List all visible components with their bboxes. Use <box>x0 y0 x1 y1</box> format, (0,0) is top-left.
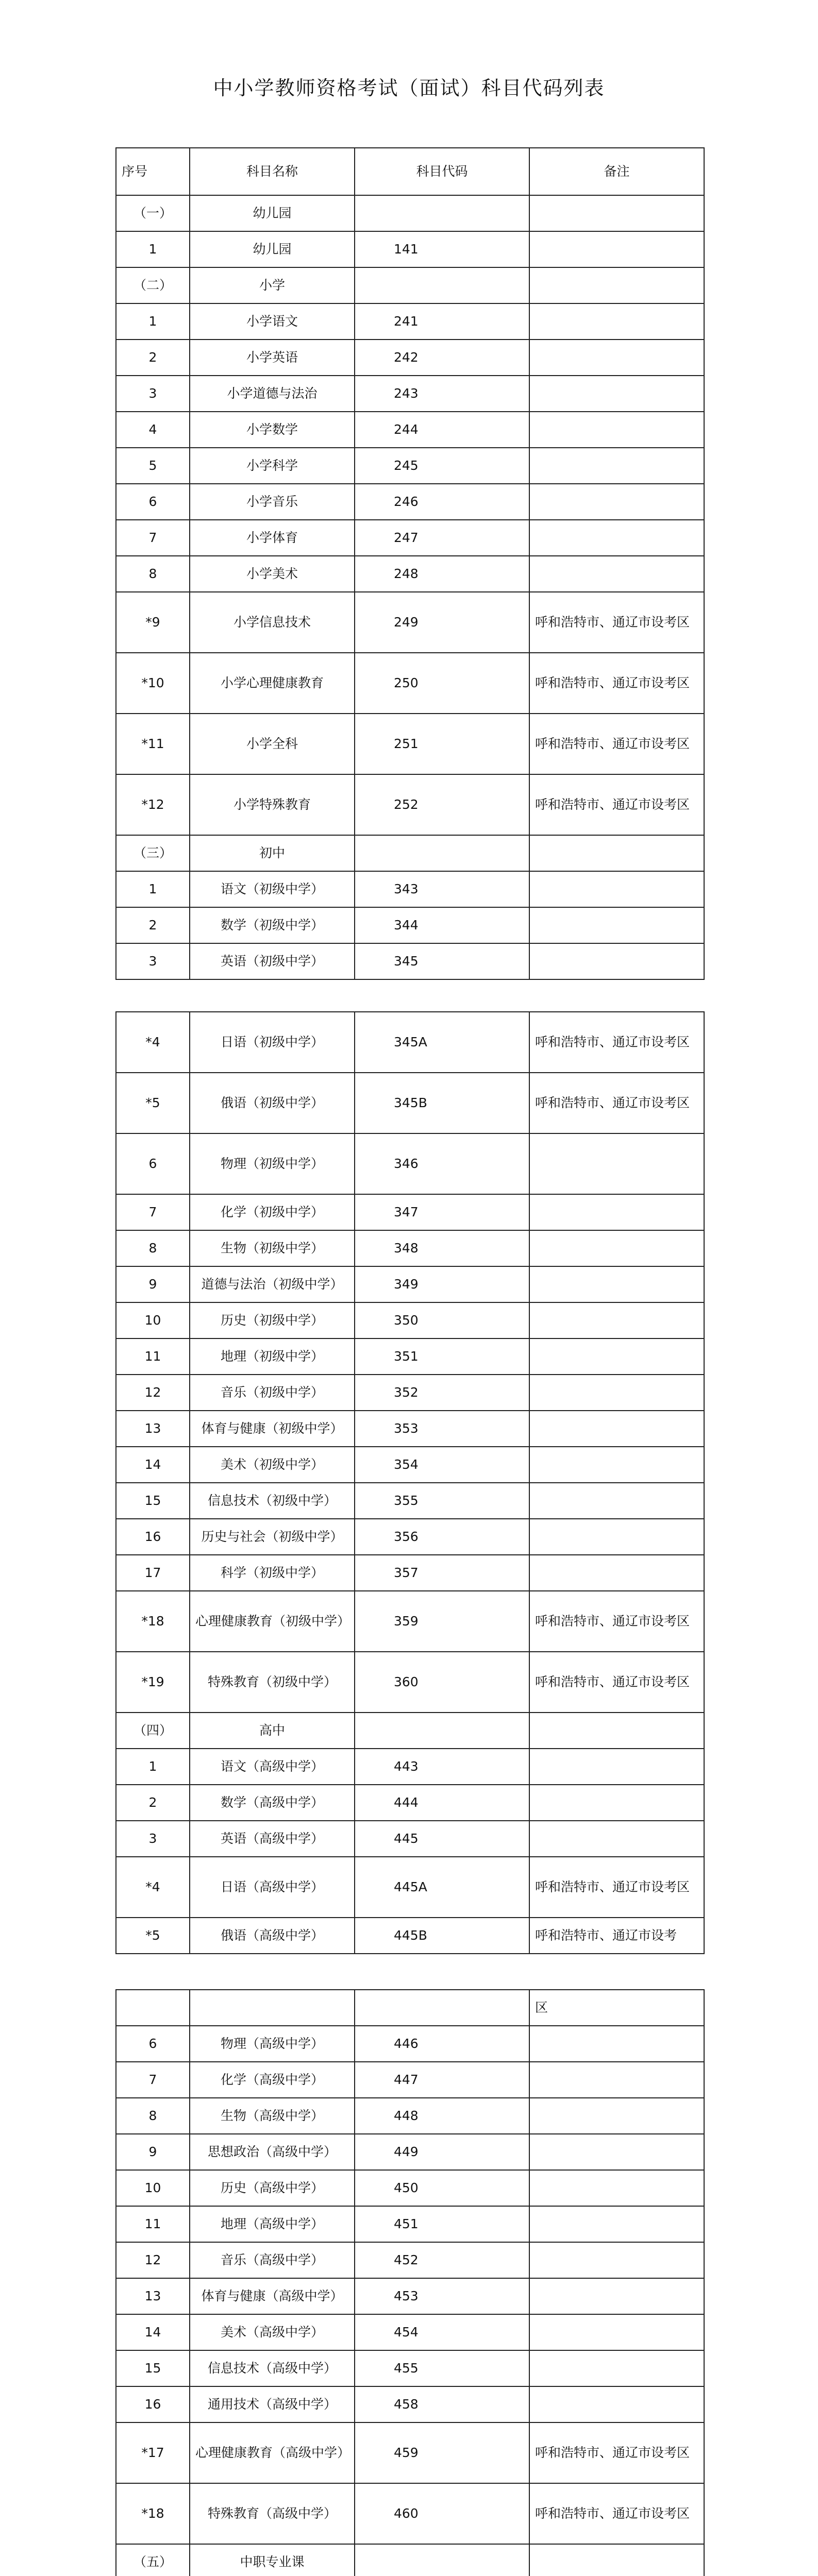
cell-subject: 体育与健康（初级中学） <box>190 1411 355 1447</box>
cell-code: 445A <box>355 1857 529 1918</box>
table-row <box>116 1375 704 1411</box>
cell-note <box>529 2242 704 2278</box>
cell-code: 346 <box>355 1133 529 1194</box>
cell-seq: 13 <box>116 1411 190 1447</box>
cell-note <box>529 267 704 303</box>
cell-code: 447 <box>355 2062 529 2098</box>
cell-code: 453 <box>355 2278 529 2314</box>
cell-seq: 4 <box>116 412 190 448</box>
cell-code: 247 <box>355 520 529 556</box>
cell-seq: 6 <box>116 1133 190 1194</box>
cell-note <box>529 1713 704 1749</box>
subject-table-page-2 <box>115 1011 704 1954</box>
cell-note: 区 <box>529 1990 704 2026</box>
cell-seq: 17 <box>116 1555 190 1591</box>
cell-subject: 俄语（高级中学） <box>190 1918 355 1954</box>
cell-seq: 1 <box>116 231 190 267</box>
cell-seq: *19 <box>116 1652 190 1713</box>
table-row <box>116 1073 704 1133</box>
table-row <box>116 2314 704 2350</box>
cell-subject: 特殊教育（高级中学） <box>190 2483 355 2544</box>
section-row <box>116 195 704 231</box>
cell-code: 241 <box>355 303 529 340</box>
cell-seq: 15 <box>116 1483 190 1519</box>
cell-subject: 体育与健康（高级中学） <box>190 2278 355 2314</box>
cell-seq: 3 <box>116 943 190 979</box>
cell-seq: 5 <box>116 448 190 484</box>
cell-seq: 1 <box>116 871 190 907</box>
table-row <box>116 2386 704 2422</box>
table-row <box>116 1591 704 1652</box>
cell-seq: *12 <box>116 774 190 835</box>
table-row <box>116 412 704 448</box>
cell-note <box>529 195 704 231</box>
cell-seq: （五） <box>116 2544 190 2576</box>
cell-seq: *5 <box>116 1918 190 1954</box>
cell-code: 445 <box>355 1821 529 1857</box>
table-row <box>116 2278 704 2314</box>
table-row <box>116 1857 704 1918</box>
cell-note <box>529 2314 704 2350</box>
cell-code: 344 <box>355 907 529 943</box>
cell-note: 呼和浩特市、通辽市设考区 <box>529 1652 704 1713</box>
cell-subject: 小学信息技术 <box>190 592 355 653</box>
cell-note <box>529 412 704 448</box>
cell-seq: 11 <box>116 2206 190 2242</box>
cell-subject: 小学语文 <box>190 303 355 340</box>
cell-subject: 地理（高级中学） <box>190 2206 355 2242</box>
cell-subject: 小学全科 <box>190 714 355 774</box>
table-row <box>116 1483 704 1519</box>
cell-subject: 数学（初级中学） <box>190 907 355 943</box>
cell-note: 呼和浩特市、通辽市设考区 <box>529 592 704 653</box>
cell-subject: 中职专业课 <box>190 2544 355 2576</box>
cell-subject: 小学科学 <box>190 448 355 484</box>
table-row <box>116 653 704 714</box>
table-row <box>116 907 704 943</box>
cell-seq: 6 <box>116 2026 190 2062</box>
cell-code: 242 <box>355 340 529 376</box>
cell-note <box>529 2062 704 2098</box>
cell-note <box>529 376 704 412</box>
cell-note <box>529 340 704 376</box>
cell-code: 252 <box>355 774 529 835</box>
cell-code: 349 <box>355 1266 529 1302</box>
cell-note: 呼和浩特市、通辽市设考区 <box>529 714 704 774</box>
cell-code: 454 <box>355 2314 529 2350</box>
cell-seq: *11 <box>116 714 190 774</box>
cell-seq: *18 <box>116 2483 190 2544</box>
cell-seq: 13 <box>116 2278 190 2314</box>
cell-code: 348 <box>355 1230 529 1266</box>
cell-subject: 信息技术（高级中学） <box>190 2350 355 2386</box>
cell-subject: 心理健康教育（高级中学） <box>190 2422 355 2483</box>
cell-seq: （四） <box>116 1713 190 1749</box>
cell-subject: 地理（初级中学） <box>190 1338 355 1375</box>
table-row <box>116 376 704 412</box>
cell-subject: 英语（高级中学） <box>190 1821 355 1857</box>
table-row <box>116 871 704 907</box>
cell-note: 呼和浩特市、通辽市设考区 <box>529 1012 704 1073</box>
cell-code: 448 <box>355 2098 529 2134</box>
cell-note: 呼和浩特市、通辽市设考 <box>529 1918 704 1954</box>
cell-note <box>529 835 704 871</box>
table-row <box>116 1338 704 1375</box>
table-row <box>116 520 704 556</box>
cell-subject: 幼儿园 <box>190 195 355 231</box>
cell-subject: 历史与社会（初级中学） <box>190 1519 355 1555</box>
cell-subject: 物理（高级中学） <box>190 2026 355 2062</box>
cell-seq <box>116 1990 190 2026</box>
cell-note <box>529 2170 704 2206</box>
table-row <box>116 592 704 653</box>
cell-seq: 14 <box>116 2314 190 2350</box>
cell-note <box>529 2026 704 2062</box>
cell-code: 449 <box>355 2134 529 2170</box>
cell-seq: 7 <box>116 520 190 556</box>
cell-subject: 小学音乐 <box>190 484 355 520</box>
cell-seq: 16 <box>116 2386 190 2422</box>
cell-seq: 2 <box>116 907 190 943</box>
table-row <box>116 1266 704 1302</box>
table-row <box>116 1012 704 1073</box>
cell-subject: 初中 <box>190 835 355 871</box>
cell-subject <box>190 1990 355 2026</box>
cell-seq: 7 <box>116 2062 190 2098</box>
cell-seq: *5 <box>116 1073 190 1133</box>
cell-seq: 16 <box>116 1519 190 1555</box>
table-row <box>116 556 704 592</box>
table-row <box>116 1302 704 1338</box>
table-row <box>116 2026 704 2062</box>
table-row <box>116 714 704 774</box>
cell-code: 446 <box>355 2026 529 2062</box>
cell-seq: （一） <box>116 195 190 231</box>
cell-seq: 12 <box>116 2242 190 2278</box>
cell-note <box>529 2544 704 2576</box>
cell-seq: *9 <box>116 592 190 653</box>
cell-subject: 数学（高级中学） <box>190 1785 355 1821</box>
cell-note <box>529 1266 704 1302</box>
cell-subject: 化学（高级中学） <box>190 2062 355 2098</box>
cell-note <box>529 556 704 592</box>
cell-seq: 1 <box>116 1749 190 1785</box>
cell-code: 352 <box>355 1375 529 1411</box>
cell-note <box>529 1338 704 1375</box>
cell-note <box>529 2386 704 2422</box>
cell-note <box>529 484 704 520</box>
cell-note: 呼和浩特市、通辽市设考区 <box>529 1073 704 1133</box>
cell-subject: 心理健康教育（初级中学） <box>190 1591 355 1652</box>
cell-code: 345 <box>355 943 529 979</box>
cell-seq: 7 <box>116 1194 190 1230</box>
cell-note: 呼和浩特市、通辽市设考区 <box>529 1857 704 1918</box>
cell-subject: 音乐（高级中学） <box>190 2242 355 2278</box>
cell-seq: *4 <box>116 1857 190 1918</box>
cell-subject: 日语（初级中学） <box>190 1012 355 1073</box>
cell-code: 246 <box>355 484 529 520</box>
cell-note <box>529 231 704 267</box>
table-row <box>116 2170 704 2206</box>
cell-note <box>529 2278 704 2314</box>
cell-seq: （二） <box>116 267 190 303</box>
cell-subject: 历史（高级中学） <box>190 2170 355 2206</box>
cell-code: 248 <box>355 556 529 592</box>
cell-seq: 9 <box>116 1266 190 1302</box>
cell-subject: 音乐（初级中学） <box>190 1375 355 1411</box>
table-row <box>116 1785 704 1821</box>
table-row <box>116 774 704 835</box>
cell-code: 351 <box>355 1338 529 1375</box>
cell-code: 244 <box>355 412 529 448</box>
cell-code <box>355 267 529 303</box>
cell-note <box>529 1483 704 1519</box>
cell-seq: 15 <box>116 2350 190 2386</box>
cell-subject: 美术（高级中学） <box>190 2314 355 2350</box>
cell-code: 345A <box>355 1012 529 1073</box>
cell-code <box>355 2544 529 2576</box>
cell-note <box>529 1302 704 1338</box>
cell-subject: 日语（高级中学） <box>190 1857 355 1918</box>
cell-seq: 1 <box>116 303 190 340</box>
cell-note <box>529 2134 704 2170</box>
cell-seq: *10 <box>116 653 190 714</box>
table-row <box>116 1821 704 1857</box>
table-row <box>116 1411 704 1447</box>
cell-subject: 语文（初级中学） <box>190 871 355 907</box>
table-row <box>116 2242 704 2278</box>
table-row <box>116 1555 704 1591</box>
table-row <box>116 2206 704 2242</box>
cell-seq: 2 <box>116 1785 190 1821</box>
cell-seq: 8 <box>116 556 190 592</box>
table-row <box>116 2483 704 2544</box>
cell-seq: *18 <box>116 1591 190 1652</box>
cell-note <box>529 1519 704 1555</box>
cell-subject: 高中 <box>190 1713 355 1749</box>
section-row <box>116 835 704 871</box>
cell-note <box>529 871 704 907</box>
section-row <box>116 267 704 303</box>
cell-note <box>529 448 704 484</box>
cell-subject: 小学数学 <box>190 412 355 448</box>
cell-note <box>529 1821 704 1857</box>
table-row <box>116 2134 704 2170</box>
cell-code: 249 <box>355 592 529 653</box>
cell-note <box>529 1133 704 1194</box>
cell-code: 451 <box>355 2206 529 2242</box>
cell-code: 357 <box>355 1555 529 1591</box>
cell-code: 455 <box>355 2350 529 2386</box>
cell-code <box>355 835 529 871</box>
table-row <box>116 2098 704 2134</box>
cell-subject: 历史（初级中学） <box>190 1302 355 1338</box>
table-row <box>116 1652 704 1713</box>
cell-code: 343 <box>355 871 529 907</box>
cell-subject: 美术（初级中学） <box>190 1447 355 1483</box>
header-note: 备注 <box>529 148 704 195</box>
cell-note <box>529 1749 704 1785</box>
cell-seq: （三） <box>116 835 190 871</box>
cell-note <box>529 1375 704 1411</box>
table-header-row <box>116 148 704 195</box>
cell-note <box>529 2098 704 2134</box>
cell-note <box>529 520 704 556</box>
cell-subject: 生物（初级中学） <box>190 1230 355 1266</box>
cell-subject: 语文（高级中学） <box>190 1749 355 1785</box>
table-row <box>116 2350 704 2386</box>
cell-seq: *17 <box>116 2422 190 2483</box>
cell-subject: 小学特殊教育 <box>190 774 355 835</box>
cell-subject: 思想政治（高级中学） <box>190 2134 355 2170</box>
cell-note: 呼和浩特市、通辽市设考区 <box>529 774 704 835</box>
cell-seq: 3 <box>116 1821 190 1857</box>
header-code: 科目代码 <box>355 148 529 195</box>
cell-code: 354 <box>355 1447 529 1483</box>
table-row <box>116 484 704 520</box>
cell-note <box>529 2206 704 2242</box>
cell-seq: 8 <box>116 1230 190 1266</box>
cell-code: 245 <box>355 448 529 484</box>
cell-subject: 通用技术（高级中学） <box>190 2386 355 2422</box>
cell-subject: 俄语（初级中学） <box>190 1073 355 1133</box>
cell-code: 450 <box>355 2170 529 2206</box>
cell-subject: 道德与法治（初级中学） <box>190 1266 355 1302</box>
cell-code: 250 <box>355 653 529 714</box>
cell-subject: 特殊教育（初级中学） <box>190 1652 355 1713</box>
cell-note <box>529 907 704 943</box>
cell-seq: *4 <box>116 1012 190 1073</box>
cell-seq: 9 <box>116 2134 190 2170</box>
subject-table-page-1 <box>115 147 704 980</box>
cell-subject: 小学心理健康教育 <box>190 653 355 714</box>
table-row-continued <box>116 1990 704 2026</box>
cell-code: 452 <box>355 2242 529 2278</box>
cell-seq: 8 <box>116 2098 190 2134</box>
cell-code <box>355 1990 529 2026</box>
section-row <box>116 1713 704 1749</box>
cell-note: 呼和浩特市、通辽市设考区 <box>529 2483 704 2544</box>
section-row <box>116 2544 704 2576</box>
table-row <box>116 303 704 340</box>
cell-seq: 3 <box>116 376 190 412</box>
cell-code: 458 <box>355 2386 529 2422</box>
cell-subject: 小学英语 <box>190 340 355 376</box>
table-row <box>116 1447 704 1483</box>
cell-code <box>355 195 529 231</box>
cell-code: 355 <box>355 1483 529 1519</box>
cell-code: 445B <box>355 1918 529 1954</box>
cell-code <box>355 1713 529 1749</box>
cell-note <box>529 1447 704 1483</box>
cell-subject: 信息技术（初级中学） <box>190 1483 355 1519</box>
cell-note <box>529 1555 704 1591</box>
cell-subject: 英语（初级中学） <box>190 943 355 979</box>
cell-code: 356 <box>355 1519 529 1555</box>
cell-code: 347 <box>355 1194 529 1230</box>
cell-subject: 科学（初级中学） <box>190 1555 355 1591</box>
table-row <box>116 340 704 376</box>
cell-note: 呼和浩特市、通辽市设考区 <box>529 653 704 714</box>
table-row <box>116 943 704 979</box>
cell-note <box>529 943 704 979</box>
cell-seq: 10 <box>116 1302 190 1338</box>
cell-note: 呼和浩特市、通辽市设考区 <box>529 1591 704 1652</box>
table-row <box>116 231 704 267</box>
cell-subject: 物理（初级中学） <box>190 1133 355 1194</box>
table-row <box>116 1749 704 1785</box>
page-title: 中小学教师资格考试（面试）科目代码列表 <box>213 77 605 99</box>
cell-subject: 小学美术 <box>190 556 355 592</box>
cell-seq: 12 <box>116 1375 190 1411</box>
table-row <box>116 448 704 484</box>
cell-note <box>529 303 704 340</box>
cell-note <box>529 2350 704 2386</box>
cell-code: 141 <box>355 231 529 267</box>
cell-note <box>529 1194 704 1230</box>
cell-seq: 10 <box>116 2170 190 2206</box>
cell-code: 360 <box>355 1652 529 1713</box>
table-row <box>116 1519 704 1555</box>
cell-note: 呼和浩特市、通辽市设考区 <box>529 2422 704 2483</box>
cell-note <box>529 1785 704 1821</box>
table-row <box>116 1230 704 1266</box>
cell-note <box>529 1230 704 1266</box>
header-subject: 科目名称 <box>190 148 355 195</box>
cell-code: 345B <box>355 1073 529 1133</box>
table-row <box>116 2422 704 2483</box>
table-row <box>116 1918 704 1954</box>
cell-code: 251 <box>355 714 529 774</box>
cell-seq: 14 <box>116 1447 190 1483</box>
header-seq: 序号 <box>116 148 190 195</box>
cell-code: 243 <box>355 376 529 412</box>
cell-code: 444 <box>355 1785 529 1821</box>
cell-code: 459 <box>355 2422 529 2483</box>
cell-subject: 小学体育 <box>190 520 355 556</box>
cell-code: 353 <box>355 1411 529 1447</box>
cell-seq: 11 <box>116 1338 190 1375</box>
cell-subject: 幼儿园 <box>190 231 355 267</box>
cell-subject: 小学道德与法治 <box>190 376 355 412</box>
cell-subject: 化学（初级中学） <box>190 1194 355 1230</box>
cell-code: 460 <box>355 2483 529 2544</box>
cell-seq: 2 <box>116 340 190 376</box>
cell-code: 443 <box>355 1749 529 1785</box>
subject-table-page-3 <box>115 1989 704 2576</box>
table-row <box>116 1133 704 1194</box>
cell-code: 359 <box>355 1591 529 1652</box>
table-row <box>116 1194 704 1230</box>
cell-code: 350 <box>355 1302 529 1338</box>
cell-note <box>529 1411 704 1447</box>
cell-subject: 小学 <box>190 267 355 303</box>
cell-seq: 6 <box>116 484 190 520</box>
table-row <box>116 2062 704 2098</box>
cell-subject: 生物（高级中学） <box>190 2098 355 2134</box>
